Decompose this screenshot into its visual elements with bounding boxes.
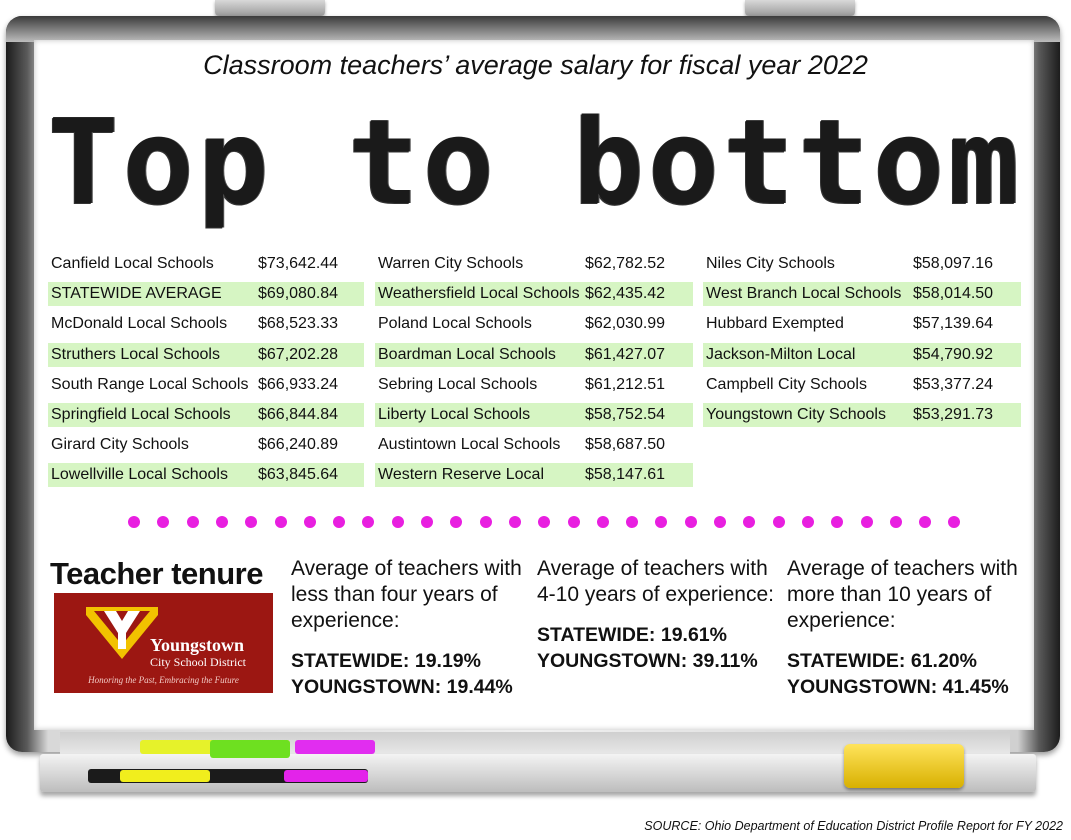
average-salary: $62,782.52 (585, 255, 666, 272)
tenure-stat-statewide: STATEWIDE: 61.20% (787, 650, 977, 672)
divider-dot (831, 516, 843, 528)
tenure-stat-youngstown: YOUNGSTOWN: 39.11% (537, 650, 758, 672)
district-name: Liberty Local Schools (378, 405, 531, 423)
salary-column-3 (703, 252, 1021, 433)
divider-dot (480, 516, 492, 528)
salary-row (375, 433, 693, 457)
average-salary: $53,291.73 (913, 405, 994, 423)
average-salary: $53,377.24 (913, 375, 994, 393)
district-name: Hubbard Exempted (706, 315, 844, 333)
divider-dot (597, 516, 609, 528)
tenure-stat-under-4 (291, 556, 531, 700)
youngstown-district-logo (54, 593, 273, 693)
divider-dot (890, 516, 902, 528)
salary-column-1 (48, 252, 364, 494)
divider-dot (216, 516, 228, 528)
divider-dot (655, 516, 667, 528)
board-hanger-left (215, 0, 325, 16)
dotted-divider (128, 516, 968, 530)
divider-dot (538, 516, 550, 528)
average-salary: $62,030.99 (585, 315, 666, 333)
district-name: Niles City Schools (706, 255, 835, 272)
logo-name: Youngstown (150, 635, 245, 655)
tenure-stat-description: Average of teachers with less than four years of experience: (291, 557, 522, 632)
divider-dot (743, 516, 755, 528)
salary-row (48, 252, 364, 276)
average-salary: $58,097.16 (913, 255, 994, 272)
district-name: Poland Local Schools (378, 315, 532, 333)
divider-dot (685, 516, 697, 528)
yellow-cap-icon (120, 770, 210, 782)
salary-row (703, 403, 1021, 427)
tenure-stat-description: Average of teachers with more than 10 years of experience: (787, 557, 1018, 632)
divider-dot (919, 516, 931, 528)
salary-row (375, 252, 693, 276)
average-salary: $54,790.92 (913, 345, 994, 363)
district-name: McDonald Local Schools (51, 315, 228, 333)
district-name: Springfield Local Schools (51, 405, 231, 423)
district-name: Struthers Local Schools (51, 345, 220, 363)
headline: Top to bottom (47, 93, 1024, 231)
divider-dot (714, 516, 726, 528)
average-salary: $61,427.07 (585, 345, 666, 363)
eraser-icon (844, 744, 964, 788)
salary-row (48, 282, 364, 306)
salary-row (703, 282, 1021, 306)
divider-dot (861, 516, 873, 528)
salary-row (375, 373, 693, 397)
divider-dot (421, 516, 433, 528)
tenure-title: Teacher tenure (50, 556, 263, 591)
salary-row (375, 403, 693, 427)
divider-dot (773, 516, 785, 528)
salary-row (48, 312, 364, 336)
divider-dot (245, 516, 257, 528)
green-marker-icon (210, 740, 290, 758)
tenure-stat-statewide: STATEWIDE: 19.61% (537, 624, 727, 646)
salary-row (48, 463, 364, 487)
purple-marker-icon (295, 740, 375, 754)
divider-dot (333, 516, 345, 528)
source-note: SOURCE: Ohio Department of Education District Profile Report for FY 2022 (644, 819, 1063, 833)
district-name: Girard City Schools (51, 436, 189, 454)
salary-row (48, 403, 364, 427)
divider-dot (187, 516, 199, 528)
salary-row (703, 373, 1021, 397)
tenure-stat-statewide: STATEWIDE: 19.19% (291, 650, 481, 672)
average-salary: $63,845.64 (258, 466, 339, 484)
salary-row (375, 343, 693, 367)
average-salary: $58,147.61 (585, 466, 666, 484)
salary-row (48, 373, 364, 397)
district-name: Canfield Local Schools (51, 255, 214, 272)
average-salary: $58,752.54 (585, 405, 666, 423)
tenure-stat-youngstown: YOUNGSTOWN: 41.45% (787, 676, 1009, 698)
logo-subname: City School District (150, 655, 246, 669)
divider-dot (509, 516, 521, 528)
tenure-stat-description: Average of teachers with 4-10 years of experience: (537, 557, 774, 606)
district-name: Jackson-Milton Local (706, 345, 856, 363)
divider-dot (392, 516, 404, 528)
salary-row (703, 252, 1021, 276)
divider-dot (304, 516, 316, 528)
divider-dot (948, 516, 960, 528)
average-salary: $68,523.33 (258, 315, 339, 333)
tenure-stat-4-to-10 (537, 556, 777, 674)
divider-dot (626, 516, 638, 528)
district-name: South Range Local Schools (51, 375, 249, 393)
salary-row (703, 343, 1021, 367)
district-name: Weathersfield Local Schools (378, 285, 580, 303)
divider-dot (568, 516, 580, 528)
average-salary: $67,202.28 (258, 345, 339, 363)
divider-dot (450, 516, 462, 528)
average-salary: $61,212.51 (585, 375, 666, 393)
average-salary: $66,844.84 (258, 405, 339, 423)
average-salary: $58,687.50 (585, 436, 666, 454)
magenta-cap-icon (284, 770, 368, 782)
divider-dot (802, 516, 814, 528)
whiteboard-frame-top (6, 16, 1060, 42)
divider-dot (128, 516, 140, 528)
district-name: Austintown Local Schools (378, 436, 561, 454)
chart-subtitle: Classroom teachers’ average salary for fiscal year 2022 (203, 50, 868, 80)
district-name: Sebring Local Schools (378, 375, 538, 393)
district-name: Lowellville Local Schools (51, 466, 228, 484)
district-name: West Branch Local Schools (706, 285, 902, 303)
average-salary: $66,933.24 (258, 375, 339, 393)
salary-row (703, 312, 1021, 336)
salary-row (48, 343, 364, 367)
tenure-stat-youngstown: YOUNGSTOWN: 19.44% (291, 676, 513, 698)
average-salary: $62,435.42 (585, 285, 666, 303)
salary-row (375, 463, 693, 487)
district-name: Campbell City Schools (706, 375, 867, 393)
district-name: Warren City Schools (378, 255, 524, 272)
logo-tagline: Honoring the Past, Embracing the Future (88, 675, 239, 685)
district-name: STATEWIDE AVERAGE (51, 285, 222, 303)
average-salary: $66,240.89 (258, 436, 339, 454)
salary-row (375, 312, 693, 336)
district-name: Boardman Local Schools (378, 345, 556, 363)
divider-dot (157, 516, 169, 528)
divider-dot (362, 516, 374, 528)
salary-row (48, 433, 364, 457)
district-name: Western Reserve Local (378, 466, 544, 484)
average-salary: $73,642.44 (258, 255, 339, 272)
average-salary: $57,139.64 (913, 315, 994, 333)
board-hanger-right (745, 0, 855, 16)
average-salary: $69,080.84 (258, 285, 339, 303)
average-salary: $58,014.50 (913, 285, 994, 303)
salary-row (375, 282, 693, 306)
salary-column-2 (375, 252, 693, 494)
divider-dot (275, 516, 287, 528)
tenure-stat-over-10 (787, 556, 1032, 700)
district-name: Youngstown City Schools (706, 405, 886, 423)
